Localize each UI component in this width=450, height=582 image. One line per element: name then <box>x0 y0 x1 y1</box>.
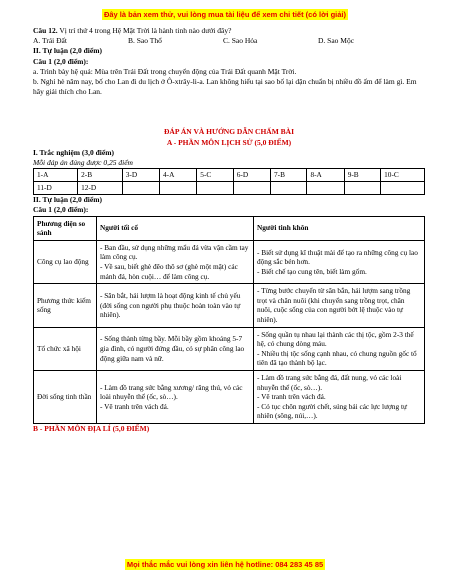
answer-cell: 5-C <box>197 169 233 182</box>
essay-question-title: Câu 1 (2,0 điểm): <box>33 56 89 66</box>
answer-cell: 7-B <box>271 169 307 182</box>
option-c: C. Sao Hỏa <box>223 36 258 46</box>
option-a: A. Trái Đất <box>33 36 67 46</box>
cell: - Từng bước chuyển từ săn bắn, hái lượm sang trồng trọt và chăn nuôi (khi chuyển sang trồng trọt, chăn nuôi, cuộc sống của con người bớt lệ thuộc vào tự nhiên). <box>254 284 425 327</box>
option-d: D. Sao Mộc <box>318 36 355 46</box>
answer-cell: 10-C <box>381 169 425 182</box>
answer-cell: 6-D <box>233 169 270 182</box>
answer-cell: 9-B <box>344 169 380 182</box>
table-row <box>34 370 425 423</box>
table-row <box>34 182 425 195</box>
header-aspect: Phương diện so sánh <box>34 216 97 240</box>
document-body <box>33 26 425 434</box>
answer-essay-heading: II. Tự luận (2,0 điểm) <box>33 195 102 205</box>
answer-title: ĐÁP ÁN VÀ HƯỚNG DẪN CHẤM BÀI <box>164 127 294 137</box>
mc-heading: I. Trắc nghiệm (3,0 điểm) <box>33 147 114 157</box>
preview-banner: Đây là bản xem thử, vui lòng mua tài liệu để xem chi tiết (có lời giải) <box>103 10 347 19</box>
answer-cell: 8-A <box>307 169 344 182</box>
table-row <box>34 240 425 283</box>
table-row <box>34 169 425 182</box>
cell: - Ban đầu, sử dụng những mẩu đá vừa vặn cầm tay làm công cụ. - Về sau, biết ghè đẽo thô sơ (ghè một mặt) các mảnh đá, hòn cuội… để làm công cụ. <box>97 240 254 283</box>
hotline-footer: Mọi thắc mắc vui lòng xin liên hệ hotline: 084 283 45 85 <box>126 560 324 569</box>
cell: - Biết sử dụng kĩ thuật mài để tạo ra những công cụ lao động sắc bén hơn. - Biết chế tạo cung tên, biết làm gốm. <box>254 240 425 283</box>
aspect-cell: Tổ chức xã hội <box>34 327 97 370</box>
answer-cell: 3-D <box>122 169 159 182</box>
answer-subtitle: A - PHẦN MÔN LỊCH SỬ (5,0 ĐIỂM) <box>166 137 292 147</box>
question-12-options <box>33 36 425 46</box>
part-b-heading: B - PHẦN MÔN ĐỊA LÍ (5,0 ĐIỂM) <box>33 423 150 433</box>
cell: - Làm đồ trang sức bằng đá, đất nung, vỏ các loài nhuyễn thể (ốc, sò…). - Vẽ tranh trên vách đá. - Có tục chôn người chết, súng bái các lực lượng tự nhiên (sông, núi,…). <box>254 370 425 423</box>
cell: - Sống quần tụ nhau lại thành các thị tộc, gồm 2-3 thế hệ, có chung dòng máu. - Nhiều thị tộc sống cạnh nhau, có chung nguồn gốc tổ tiên đã tạo thành bộ lạc. <box>254 327 425 370</box>
mc-note: Mỗi đáp án đúng được 0,25 điểm <box>33 158 133 168</box>
table-row <box>34 284 425 327</box>
table-header-row <box>34 216 425 240</box>
answer-cell: 1-A <box>34 169 78 182</box>
answer-key-table <box>33 168 425 195</box>
essay-question-b: b. Nghỉ hè năm nay, bố cho Lan đi du lịch ở Ô-xtrây-li-a. Lan không hiểu tại sao bố lại dặn chuẩn bị nhiều đồ ấm để làm gì. Em hãy giải thích cho Lan. <box>33 77 417 97</box>
essay-heading: II. Tự luận (2,0 điểm) <box>33 46 102 56</box>
cell: - Săn bắt, hái lượm là hoạt động kinh tế chủ yếu (đời sống con người phụ thuộc hoàn toàn vào tự nhiên). <box>97 284 254 327</box>
header-homo-erectus: Người tối cổ <box>97 216 254 240</box>
header-homo-sapiens: Người tinh khôn <box>254 216 425 240</box>
answer-cell: 2-B <box>78 169 123 182</box>
aspect-cell: Đời sống tinh thần <box>34 370 97 423</box>
essay-question-a: a. Trình bày hệ quả: Mùa trên Trái Đất trong chuyển động của Trái Đất quanh Mặt Trời. <box>33 66 297 76</box>
question-12: Câu 12. Vị trí thứ 4 trong Hệ Mặt Trời là hành tinh nào dưới đây? <box>33 26 232 35</box>
answer-cell: 12-D <box>78 182 123 195</box>
table-row <box>34 327 425 370</box>
cell: - Làm đồ trang sức bằng xương/ răng thú, vỏ các loài nhuyễn thể (ốc, sò…). - Vẽ tranh trên vách đá. <box>97 370 254 423</box>
comparison-table <box>33 216 425 424</box>
cell: - Sống thành từng bầy. Mỗi bầy gồm khoảng 5-7 gia đình, có người đứng đầu, có sự phân công lao động giữa nam và nữ. <box>97 327 254 370</box>
answer-cell: 4-A <box>160 169 197 182</box>
aspect-cell: Phương thức kiếm sống <box>34 284 97 327</box>
answer-cell: 11-D <box>34 182 78 195</box>
answer-question-title: Câu 1 (2,0 điểm): <box>33 205 89 215</box>
option-b: B. Sao Thổ <box>128 36 162 46</box>
aspect-cell: Công cụ lao động <box>34 240 97 283</box>
